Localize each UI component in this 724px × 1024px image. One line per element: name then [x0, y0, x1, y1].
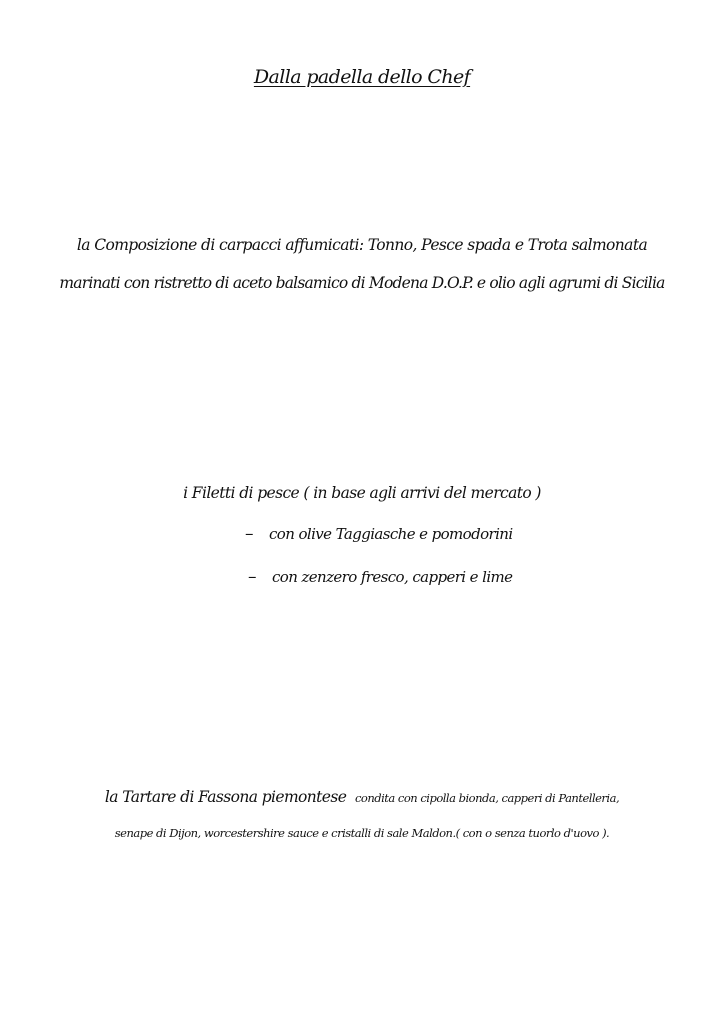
dish-carpacci-line-2: marinati con ristretto di aceto balsamico di Modena D.O.P. e olio agli agrumi di Sicilia [59, 274, 665, 292]
dish-carpacci-line-1: la Composizione di carpacci affumicati: Tonno, Pesce spada e Trota salmonata [76, 236, 648, 254]
dish-filetti-variant-1 [0, 524, 724, 544]
dish-tartare-desc-1: condita con cipolla bionda, capperi di Pantelleria, [354, 791, 620, 805]
page-title: Dalla padella dello Chef [253, 66, 471, 88]
variant-text: con zenzero fresco, capperi e lime [272, 568, 513, 586]
dish-tartare-name: la Tartare di Fassona piemontese [104, 788, 347, 806]
dish-tartare-line-1 [0, 788, 724, 806]
dish-filetti-variant-2 [0, 567, 724, 587]
variant-text: con olive Taggiasche e pomodorini [269, 525, 513, 543]
dash-bullet: – [248, 567, 256, 587]
dash-bullet: – [245, 524, 253, 544]
dish-filetti-title: i Filetti di pesce ( in base agli arrivi del mercato ) [183, 484, 541, 502]
dish-tartare-desc-2: senape di Dijon, worcestershire sauce e cristalli di sale Maldon.( con o senza tuorlo d'uovo ). [114, 826, 610, 840]
